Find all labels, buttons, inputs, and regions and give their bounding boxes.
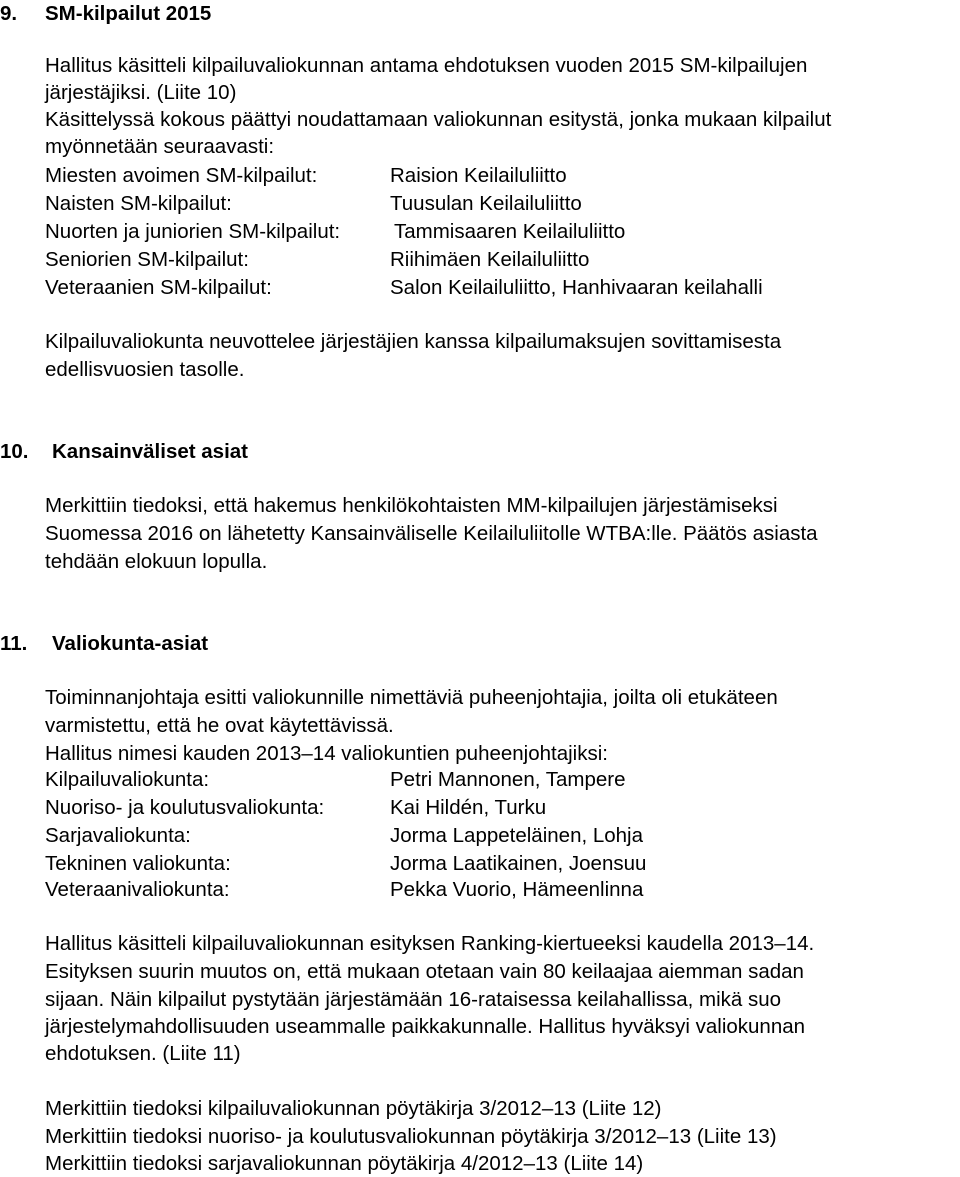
section-title: Kansainväliset asiat [52, 440, 248, 463]
assignment-label: Nuorten ja juniorien SM-kilpailut: [45, 220, 341, 243]
minutes-line: Merkittiin tiedoksi kilpailuvaliokunnan pöytäkirja 3/2012–13 (Liite 12) [45, 1097, 662, 1120]
assignment-label: Seniorien SM-kilpailut: [45, 248, 249, 271]
committee-chair: Petri Mannonen, Tampere [390, 768, 626, 791]
committee-name: Kilpailuvaliokunta: [45, 768, 210, 791]
section-number: 11. [0, 632, 28, 655]
committee-name: Sarjavaliokunta: [45, 824, 191, 847]
paragraph-line: Esityksen suurin muutos on, että mukaan otetaan vain 80 keilaajaa aiemman sadan [45, 960, 804, 983]
committee-name: Tekninen valiokunta: [45, 852, 231, 875]
paragraph-line: varmistettu, että he ovat käytettävissä. [45, 714, 394, 737]
committee-name: Nuoriso- ja koulutusvaliokunta: [45, 796, 325, 819]
assignment-value: Raision Keilailuliitto [390, 164, 567, 187]
committee-chair: Kai Hildén, Turku [390, 796, 547, 819]
paragraph-line: Toiminnanjohtaja esitti valiokunnille nimettäviä puheenjohtajia, joilta oli etukäteen [45, 686, 778, 709]
assignment-value: Salon Keilailuliitto, Hanhivaaran keilahalli [390, 276, 763, 299]
paragraph-line: sijaan. Näin kilpailut pystytään järjestämään 16-rataisessa keilahallissa, mikä suo [45, 988, 782, 1011]
section-number: 10. [0, 440, 29, 463]
paragraph-line: Käsittelyssä kokous päättyi noudattamaan valiokunnan esitystä, jonka mukaan kilpailut [45, 108, 832, 131]
committee-chair: Jorma Lappeteläinen, Lohja [390, 824, 644, 847]
assignment-label: Naisten SM-kilpailut: [45, 192, 232, 215]
paragraph-line: järjestäjiksi. (Liite 10) [45, 81, 237, 104]
section-title: SM-kilpailut 2015 [45, 2, 212, 25]
assignment-value: Tammisaaren Keilailuliitto [394, 220, 626, 243]
minutes-line: Merkittiin tiedoksi sarjavaliokunnan pöytäkirja 4/2012–13 (Liite 14) [45, 1152, 644, 1175]
committee-chair: Pekka Vuorio, Hämeenlinna [390, 878, 644, 901]
committee-name: Veteraanivaliokunta: [45, 878, 230, 901]
paragraph-line: edellisvuosien tasolle. [45, 358, 245, 381]
committee-chair: Jorma Laatikainen, Joensuu [390, 852, 647, 875]
paragraph-line: myönnetään seuraavasti: [45, 135, 275, 158]
paragraph-line: Kilpailuvaliokunta neuvottelee järjestäjien kanssa kilpailumaksujen sovittamisesta [45, 330, 782, 353]
paragraph-line: Merkittiin tiedoksi, että hakemus henkilökohtaisten MM-kilpailujen järjestämiseksi [45, 494, 778, 517]
assignment-value: Tuusulan Keilailuliitto [390, 192, 582, 215]
paragraph-line: Hallitus käsitteli kilpailuvaliokunnan esityksen Ranking-kiertueeksi kaudella 2013–14. [45, 932, 815, 955]
section-title: Valiokunta-asiat [52, 632, 209, 655]
assignment-value: Riihimäen Keilailuliitto [390, 248, 590, 271]
section-number: 9. [0, 2, 18, 25]
paragraph-line: järjestelymahdollisuuden useammalle paikkakunnalle. Hallitus hyväksyi valiokunnan [45, 1015, 806, 1038]
paragraph-line: Hallitus käsitteli kilpailuvaliokunnan antama ehdotuksen vuoden 2015 SM-kilpailujen [45, 54, 808, 77]
paragraph-line: ehdotuksen. (Liite 11) [45, 1042, 241, 1065]
paragraph-line: Hallitus nimesi kauden 2013–14 valiokuntien puheenjohtajiksi: [45, 742, 608, 765]
minutes-line: Merkittiin tiedoksi nuoriso- ja koulutusvaliokunnan pöytäkirja 3/2012–13 (Liite 13) [45, 1125, 777, 1148]
paragraph-line: Suomessa 2016 on lähetetty Kansainväliselle Keilailuliitolle WTBA:lle. Päätös asiasta [45, 522, 818, 545]
assignment-label: Miesten avoimen SM-kilpailut: [45, 164, 318, 187]
assignment-label: Veteraanien SM-kilpailut: [45, 276, 272, 299]
paragraph-line: tehdään elokuun lopulla. [45, 550, 268, 573]
